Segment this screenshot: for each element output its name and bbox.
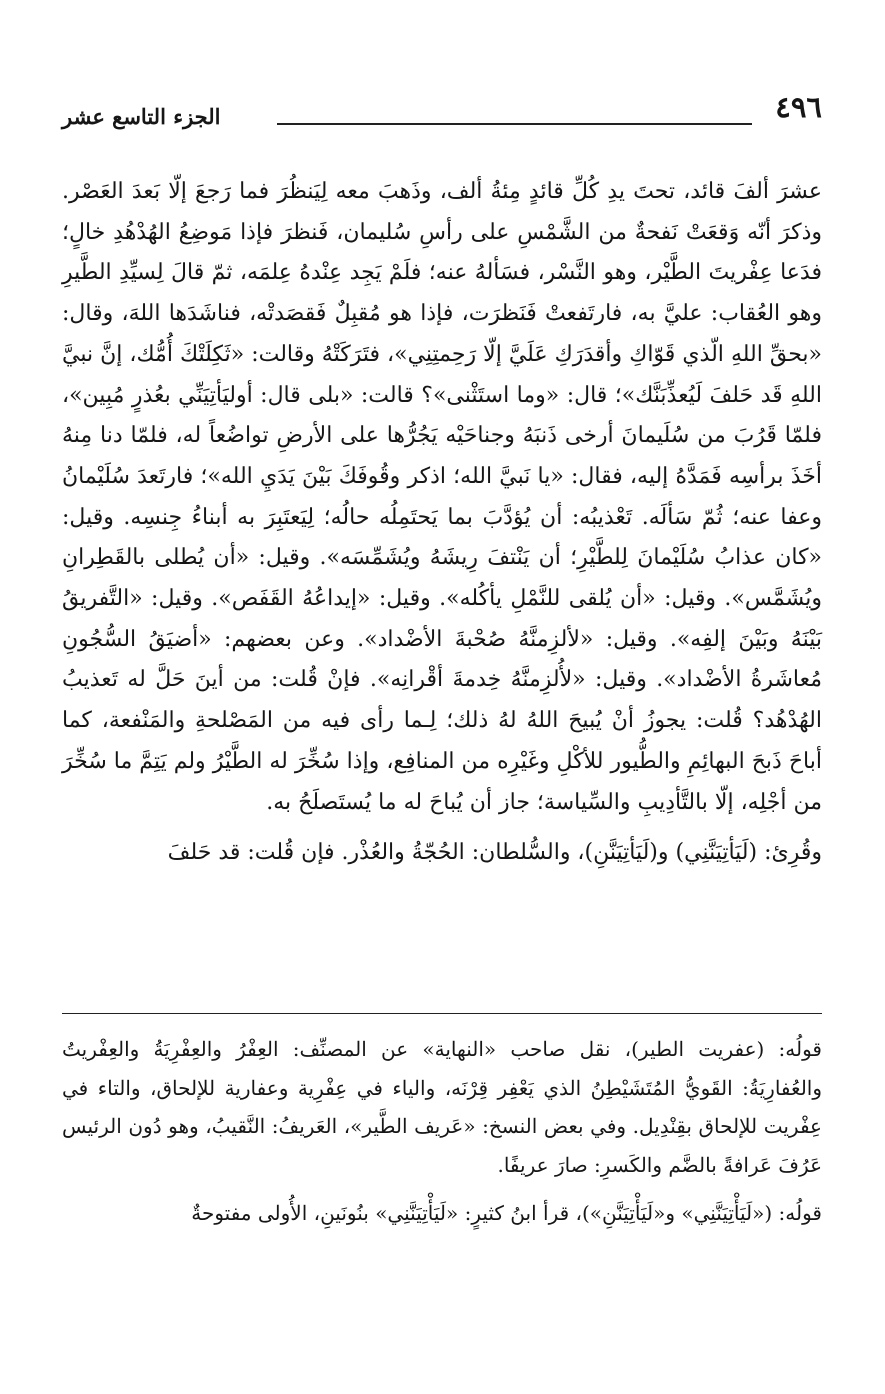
running-title: الجزء التاسع عشر [62, 104, 221, 129]
header-rule [277, 123, 752, 125]
footnote-separator [62, 1013, 822, 1014]
page-header [62, 90, 822, 136]
footnote-1: قولُه: (عفريت الطير)، نقل صاحب «النهاية» عن المصنِّف: العِفْرُ والعِفْرِيَةُ والعِفْريتُ والعُفارِيَةُ: القَويُّ المُتَشَيْطِنُ الذي يَعْفِر قِرْنَه، والياء في عِفْرِية وعفارية للإلحاق، والتاء في عِفْريت للإلحاق بقِنْدِيل. وفي بعض النسخ: «عَريف الطَّير»، العَريفُ: النَّقيبُ، وهو دُون الرئيس عَرُفَ عَرافةً بالضَّم والكَسرِ: صارَ عريفًا. [62, 1037, 822, 1177]
footnotes [62, 1030, 822, 1233]
footnote-2: قولُه: («لَيَأْتِيَنَّنِي» و«لَيَأْتِيَنَّنِ»)، قرأ ابنُ كثيرٍ: «لَيَأْتِيَنَّنِي» بنُونَينِ، الأُولى مفتوحةٌ [191, 1201, 822, 1226]
main-paragraph-2: وقُرِئ: (لَيَأتِيَنَّنِي) و(لَيَأتِيَنَّنِ)، والسُّلطان: الحُجّةُ والعُذْر. فإن قُلت: قد حَلفَ [167, 840, 822, 866]
main-text [62, 172, 822, 874]
main-paragraph-1: عشرَ ألفَ قائد، تحتَ يدِ كُلِّ قائدٍ مِئةُ ألف، وذَهبَ معه لِيَنظُرَ فما رَجعَ إلّا بَعدَ العَصْر. وذكرَ أنّه وَقعَتْ نَفحةٌ من الشَّمْسِ على رأسِ سُليمان، فَنظرَ فإذا مَوضِعُ الهُدْهُدِ خالٍ؛ فدَعا عِفْريتَ الطَّيْر، وهو النَّسْر، فسَألهُ عنه؛ فلَمْ يَجِد عِنْدهُ عِلمَه، ثمّ قالَ لِسيِّدِ الطَّيرِ وهو العُقاب: عليَّ به، فارتَفعتْ فَنَظرَت، فإذا هو مُقبِلٌ فَقصَدتْه، فناشَدَها اللهَ، وقال: «بحقِّ اللهِ الّذي قَوّاكِ وأقدَرَكِ عَلَيَّ إلّا رَحِمتِنِي»، فتَرَكَتْهُ وقالت: «ثَكِلَتْكَ أُمُّك، إنَّ نبيَّ اللهِ قَد حَلفَ لَيُعذِّبَنَّك»؛ قال: «وما استَثْنى»؟ قالت: «بلى قال: أوليَأتِيَنِّي بعُذرٍ مُبِين»، فلمّا قَرُبَ من سُلَيمانَ أرخى ذَنبَهُ وجناحَيْه يَجُرُّها على الأرضِ تواضُعاً له، فلمّا دنا مِنهُ أخَذَ برأسِه فَمَدَّهُ إليه، فقال: «يا نَبيَّ الله؛ اذكر وقُوفَكَ بَيْنَ يَدَيِ الله»؛ فارتَعدَ سُلَيْمانُ وعفا عنه؛ ثُمّ سَألَه. تَعْذيبُه: أن يُؤدَّبَ بما يَحتَمِلُه حالُه؛ لِيَعتَبِرَ به أبناءُ جِنسِه. وقيل: «كان عذابُ سُلَيْمانَ لِلطَّيْرِ؛ أن يَنْتفَ رِيشَهُ ويُشَمِّسَه». وقيل: «أن يُطلى بالقَطِرانِ ويُشَمَّس». وقيل: «أن يُلقى للنَّمْلِ يأكُله». وقيل: «إيداعُهُ القَفَص». وقيل: «التَّفريقُ بَيْنَهُ وبَيْنَ إلفِه». وقيل: «لألزِمنَّهُ صُحْبةَ الأضْداد». وعن بعضهم: «أضيَقُ السُّجُونِ مُعاشَرةُ الأضْداد». وقيل: «لأُلزِمنَّهُ خِدمةَ أقْرانِه». فإنْ قُلت: من أينَ حَلَّ له تَعذيبُ الهُدْهُد؟ قُلت: يجوزُ أنْ يُبيحَ اللهُ لهُ ذلك؛ لِـما رأى فيه من المَصْلحةِ والمَنْفعة، كما أباحَ ذَبحَ البهائِمِ والطُّيور للأكْلِ وغَيْرِه من المنافِع، وإذا سُخِّرَ له الطَّيْرُ ولم يَتِمَّ ما سُخِّرَ من أجْلِه، إلّا بالتَّأدِيبِ والسِّياسة؛ جاز أن يُباحَ له ما يُستَصلَحُ به. [62, 179, 822, 815]
page-number: ٤٩٦ [775, 90, 822, 124]
